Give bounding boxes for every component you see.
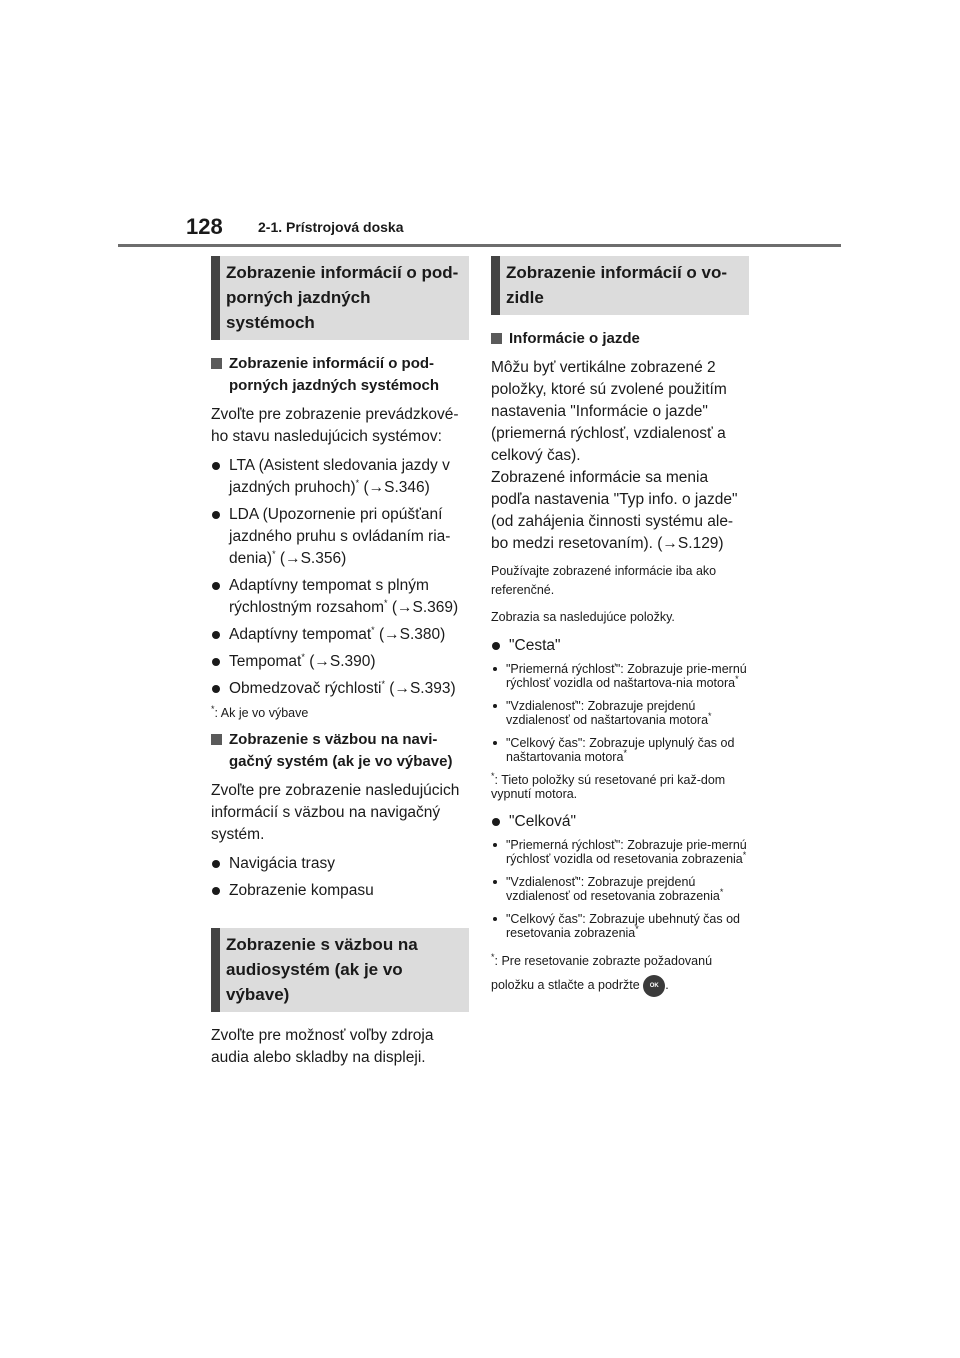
ok-button-icon: OK [643,975,665,997]
navigation-list [211,853,469,902]
list-item: Adaptívny tempomat* (→S.380) [211,624,469,646]
footnote: *: Pre resetovanie zobrazte požadovanú položku a stlačte a podržte OK . [491,949,749,997]
bullet-icon [492,818,500,826]
bullet-icon [212,462,220,470]
page-ref[interactable]: (→S.393) [385,680,456,697]
list-item: "Cesta" [491,635,749,657]
bullet-icon [493,843,497,847]
section-heading-audio: Zobrazenie s väzbou na audiosystém (ak je vo výbave) [211,928,469,1012]
total-items [491,838,749,940]
subheading-driving-support: Zobrazenie informácií o pod-porných jazdných systémoch [211,353,469,397]
page-ref[interactable]: (→S.369) [387,599,459,616]
subheading-navigation: Zobrazenie s väzbou na navi-gačný systém (ak je vo výbave) [211,729,469,773]
page-ref[interactable]: (→S.346) [359,479,430,496]
paragraph: Zobrazené informácie sa menia podľa nastavenia "Typ info. o jazde" (od zahájenia činnosti systému ale-bo medzi resetovaním). (→S.129) [491,469,738,552]
list-item: Adaptívny tempomat s plným rýchlostným rozsahom* (→S.369) [211,575,469,619]
page-ref[interactable]: (→S.390) [304,653,376,670]
bullet-icon [212,511,220,519]
bullet-icon [492,642,500,650]
note: Používajte zobrazené informácie iba ako referenčné. [491,564,717,597]
right-column [491,256,749,1005]
chapter-title: 2-1. Prístrojová doska [258,219,404,235]
page-ref[interactable]: (→S.380) [374,626,446,643]
square-bullet-icon [211,734,222,745]
footnote: *: Ak je vo výbave [211,703,309,720]
left-column [211,256,469,1076]
bullet-icon [493,704,497,708]
paragraph: Môžu byť vertikálne zobrazené 2 položky, ktoré sú zvolené použitím nastavenia "Informácie o jazde" (priemerná rýchlosť, vzdialenosť a celkový čas). [491,359,727,464]
list-item: Obmedzovač rýchlosti* (→S.393) [211,678,469,700]
bullet-icon [212,685,220,693]
bullet-icon [212,631,220,639]
bullet-icon [212,887,220,895]
group-total [491,811,749,833]
list-item: "Priemerná rýchlosť": Zobrazuje prie-mernú rýchlosť vozidla od naštartova-nia motora* [491,662,749,690]
square-bullet-icon [491,333,502,344]
paragraph: Zvoľte pre zobrazenie prevádzkové-ho stavu nasledujúcich systémov: [211,406,459,445]
section-heading-driving-support: Zobrazenie informácií o pod-porných jazdných systémoch [211,256,469,340]
list-item: "Vzdialenosť": Zobrazuje prejdenú vzdialenosť od resetovania zobrazenia* [491,875,749,903]
list-item: "Priemerná rýchlosť": Zobrazuje prie-mernú rýchlosť vozidla od resetovania zobrazenia* [491,838,749,866]
bullet-icon [212,658,220,666]
list-item: "Celkový čas": Zobrazuje ubehnutý čas od resetovania zobrazenia* [491,912,749,940]
section-heading-vehicle-info: Zobrazenie informácií o vo-zidle [491,256,749,315]
subheading-drive-info: Informácie o jazde [491,328,749,350]
list-item: Tempomat* (→S.390) [211,651,469,673]
header-divider [118,244,841,247]
bullet-icon [493,741,497,745]
list-item: "Celkový čas": Zobrazuje uplynulý čas od naštartovania motora* [491,736,749,764]
trip-items [491,662,749,764]
list-item: Zobrazenie kompasu [211,880,469,902]
bullet-icon [212,860,220,868]
square-bullet-icon [211,358,222,369]
group-trip [491,635,749,657]
footnote: *: Tieto položky sú resetované pri kaž-dom vypnutí motora. [491,770,726,801]
bullet-icon [493,917,497,921]
note: Zobrazia sa nasledujúce položky. [491,610,675,624]
system-list [211,455,469,700]
page-ref[interactable]: (→S.356) [275,550,347,567]
paragraph: Zvoľte pre možnosť voľby zdroja audia alebo skladby na displeji. [211,1027,434,1066]
page-number: 128 [186,214,223,239]
list-item: Navigácia trasy [211,853,469,875]
paragraph: Zvoľte pre zobrazenie nasledujúcich informácií s väzbou na navigačný systém. [211,782,460,843]
bullet-icon [493,880,497,884]
list-item: "Celková" [491,811,749,833]
list-item: LTA (Asistent sledovania jazdy v jazdných pruhoch)* (→S.346) [211,455,469,499]
bullet-icon [493,667,497,671]
bullet-icon [212,582,220,590]
list-item: LDA (Upozornenie pri opúšťaní jazdného pruhu s ovládaním ria-denia)* (→S.356) [211,504,469,570]
list-item: "Vzdialenosť": Zobrazuje prejdenú vzdialenosť od naštartovania motora* [491,699,749,727]
